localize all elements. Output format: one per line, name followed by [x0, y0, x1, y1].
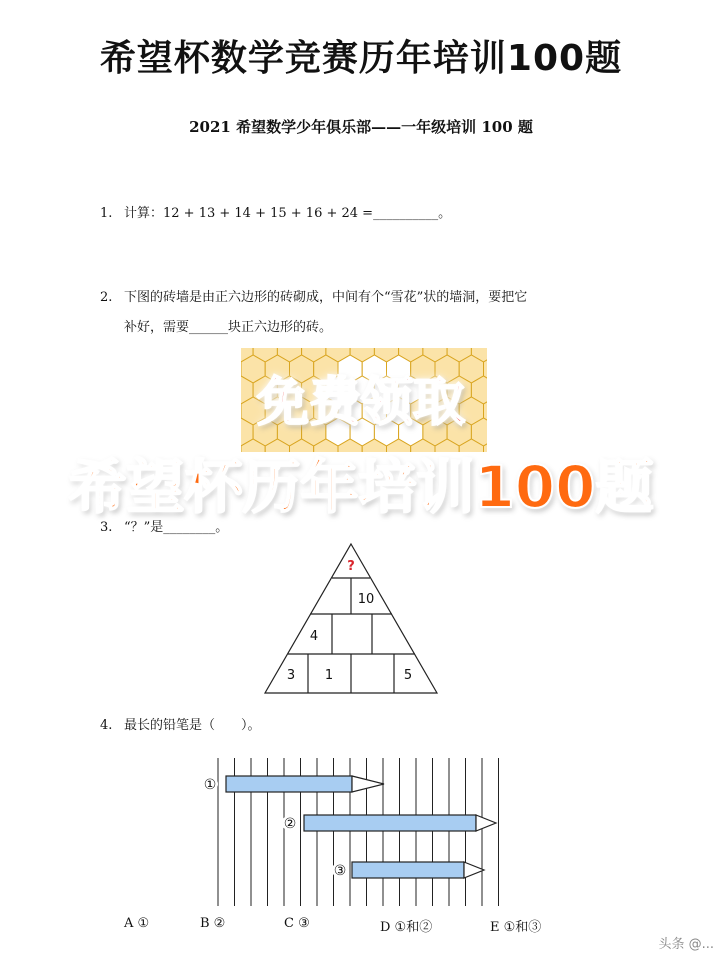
pencil-3-tip	[464, 862, 484, 878]
question-number: 2.	[100, 290, 113, 305]
page-subtitle: 2021 希望数学少年俱乐部——一年级培训 100 题	[189, 118, 533, 136]
pencils-figure	[196, 758, 506, 908]
question-text: 最长的铅笔是（ ）。	[124, 718, 261, 733]
option-c[interactable]: C ③	[284, 916, 310, 931]
pencil-2-label: ②	[283, 816, 297, 832]
question-text: “？”是________。	[124, 520, 229, 535]
option-d[interactable]: D ①和②	[380, 920, 433, 935]
option-b[interactable]: B ②	[200, 916, 226, 931]
question-number: 1.	[100, 206, 113, 221]
pencil-1-label: ①	[203, 777, 217, 793]
pencil-2-body	[304, 815, 476, 831]
promo-banner: 希望杯历年培训100题	[68, 453, 654, 521]
option-a[interactable]: A ①	[124, 916, 150, 931]
pencil-1-body	[226, 776, 352, 792]
pyramid-cell: 10	[357, 592, 375, 607]
question-text: 计算：12 + 13 + 14 + 15 + 16 + 24 =__________。	[124, 206, 452, 221]
question-2	[100, 286, 527, 340]
question-3	[100, 516, 228, 540]
pyramid-cell: 3	[286, 668, 296, 683]
page-title: 希望杯数学竞赛历年培训100题	[99, 38, 623, 79]
number-pyramid	[262, 540, 442, 696]
question-4	[100, 714, 261, 738]
question-number: 4.	[100, 718, 113, 733]
pencil-3-body	[352, 862, 464, 878]
promo-free-claim: 免费领取	[256, 373, 465, 433]
question-text-line1: 下图的砖墙是由正六边形的砖砌成，中间有个“雪花”状的墙洞，要把它	[124, 290, 528, 305]
question-text-line2: 补好，需要______块正六边形的砖。	[124, 320, 333, 335]
pencil-1-tip	[352, 776, 384, 792]
pencil-3-label: ③	[333, 863, 347, 879]
pencil-2-tip	[476, 815, 496, 831]
watermark: 头条 @...	[658, 937, 714, 952]
question-1	[100, 202, 451, 226]
pyramid-question-mark: ?	[347, 559, 355, 574]
option-e[interactable]: E ①和③	[490, 920, 542, 935]
pyramid-cell: 5	[403, 668, 413, 683]
question-number: 3.	[100, 520, 113, 535]
pyramid-cell: 1	[324, 668, 334, 683]
pyramid-cell: 4	[309, 629, 319, 644]
